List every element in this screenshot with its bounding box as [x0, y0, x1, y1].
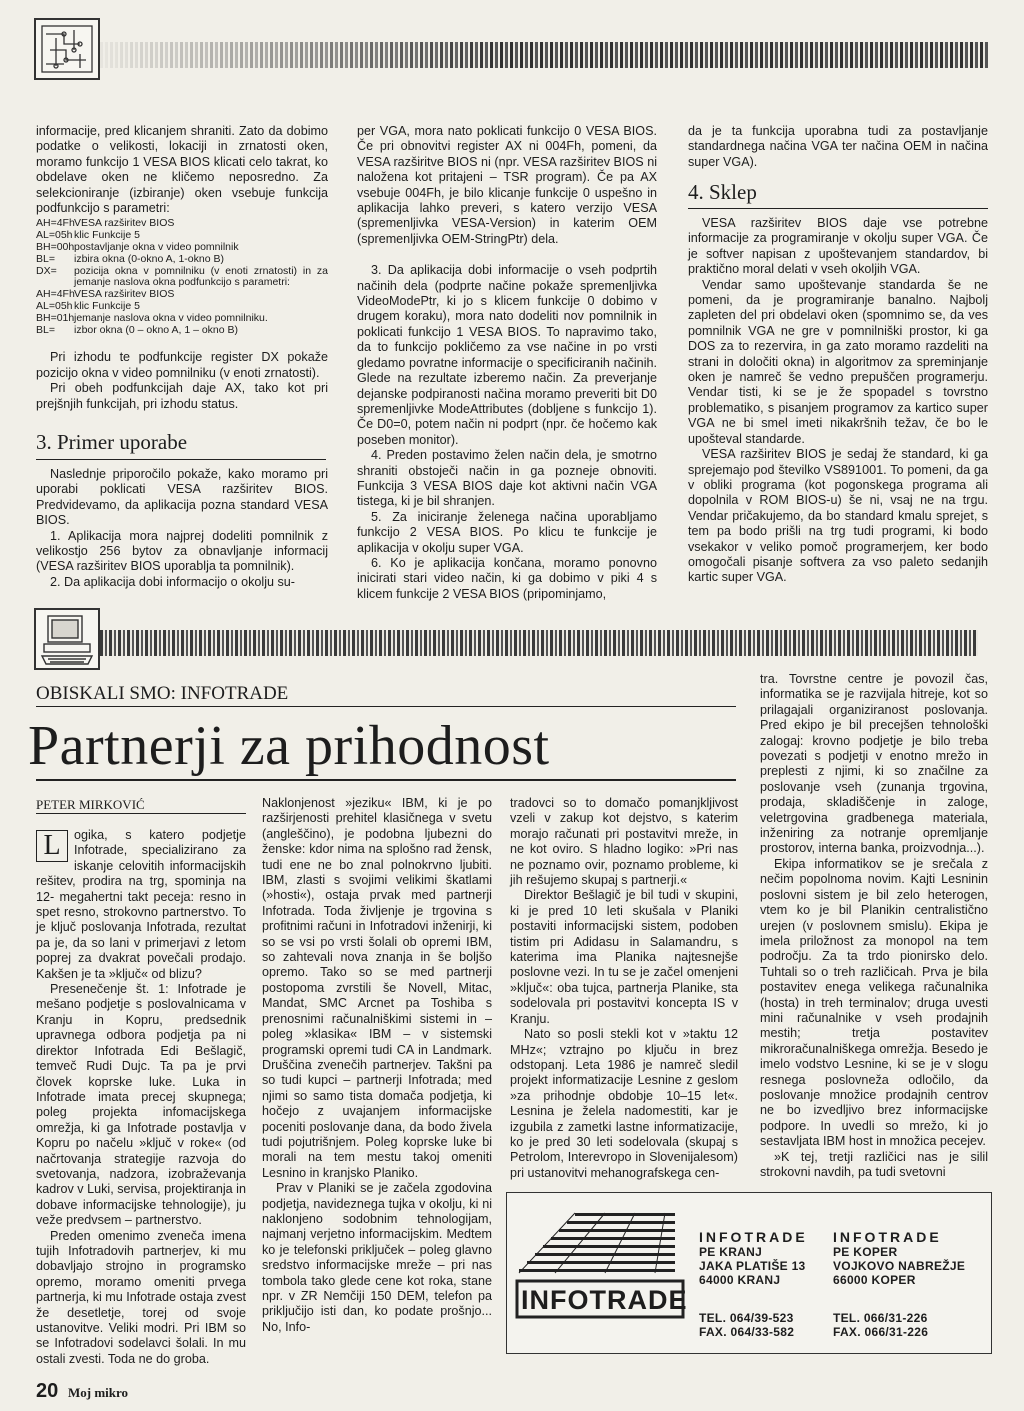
article-column-2 — [262, 796, 492, 1335]
top-column-2 — [357, 124, 657, 602]
paragraph: da je ta funkcija uporabna tudi za postavljanje standardnega načina VGA ter načina OEM in načina super VGA). — [688, 124, 988, 169]
computer-icon — [34, 608, 100, 670]
param-row: AL=05h klic Funkcije 5 — [36, 229, 140, 242]
headline: Partnerji za prihodnost — [28, 715, 550, 777]
param-row: DX= pozicija okna v pomnilniku (v enoti zrnatosti) in za jemanje naslova okna podfunkcijo s parametri: — [36, 264, 328, 289]
divider — [36, 779, 736, 781]
section-heading-4: 4. Sklep — [688, 180, 757, 204]
drop-cap: L — [36, 830, 68, 862]
kranj-address: INFOTRADE PE KRANJ JAKA PLATIŠE 13 64000 KRANJ TEL. 064/39-523 FAX. 064/33-582 — [699, 1229, 808, 1339]
paragraph: VESA razširitev BIOS je sedaj že standard, ki ga sprejemajo pod številko VS891001. To pomeni, da ga v obliki programa (kot pogonskega programa ali dopolnila v ROM BIOS-u) še ni, vsaj ne na trgu. Vendar pričakujemo, da bo standard kmalu sprejet, s tem pa bodo prišli na trg tudi programi, ki bodo vsekakor v veliko pomoč programerjem, ker bodo omogočali pisanje softvera za vso paleto sedanjih kartic super VGA. — [688, 447, 988, 585]
section-heading-3: 3. Primer uporabe — [36, 430, 188, 454]
paragraph: 4. Preden postavimo želen način dela, je smotrno shraniti obstoječi način in ga pozneje obnoviti. Funkcija 3 VESA BIOS daje kot aktivni način VGA tistega, ki je bil shranjen. — [357, 448, 657, 509]
top-column-1b — [36, 467, 328, 590]
paragraph: informacije, pred klicanjem shraniti. Zato da dobimo podatke o velikosti, lokaciji in zrnatosti oken, moramo funkcijo 1 VESA BIOS klicati celo takrat, ko obdelave oken ne kličemo neposredno. Za selekcioniranje (izbiranje) oken vsebuje funkcija podfunkcijo s parametri: — [36, 124, 328, 216]
divider — [36, 459, 326, 460]
param-row: BL= izbor okna (0 – okno A, 1 – okno B) — [36, 323, 239, 336]
paragraph: Pri izhodu te podfunkcije register DX pokaže pozicijo okna v video pomnilniku (v enoti zrnatosti). — [36, 350, 328, 380]
paragraph: 2. Da aplikacija dobi informacijo o okolju su- — [50, 574, 296, 589]
paragraph: Pri obeh podfunkcijah daje AX, tako kot pri prejšnjih funkcijah, pri izhodu status. — [36, 381, 328, 411]
paragraph: Direktor Bešlagič je bil tudi v skupini, ki je pred 10 leti skušala v Planiki postaviti informacijski sistem, podoben tistim pri Adidasu in Salamandru, s katerima ima Planika najtesnejše poslovne vezi. In tu se je začel omenjeni »ključ«: oba tujca, partnerja Planike, sta sodelovala pri postavitvi koncepta IS v Kranju. — [510, 888, 738, 1026]
divider — [36, 813, 246, 814]
paragraph: Presenečenje št. 1: Infotrade je mešano podjetje s poslovalnicama v Kranju in Kopru, predsednik upravnega odbora podjetja pa ni direktor Infotrada Edi Bešlagič, temveč Rudi Dujc. Ta pa je prvi človek koprske luke. Luka in Infotrade imata precej skupnega; poleg projekta infomacijskega omrežja, ki ga Infotrade postavlja v Kopru po načelu »ključ v roke« (od načrtovanja strategije razvoja do svetovanja, nadzora, izobraževanja kadrov v Luki, servisa, projektiranja in dobave informacijske tehnologije), ju veže predvsem – partnerstvo. — [36, 982, 246, 1228]
paragraph: per VGA, mora nato poklicati funkcijo 0 VESA BIOS. Če pri obnovitvi register AX ni 004Fh, pomeni, da VESA razširitve BIOS ni (npr. VESA razširitev BIOS ni naložena kot pritajeni – TSR program). Če pa AX vsebuje 004Fh, je bilo klicanje funkcije 0 uspešno in aplikacija lahko preveri, s katero verzijo VESA (spremenljivka VESA-Version) in katerim OEM (spremenljivka OEM-StringPtr) dela. — [357, 124, 657, 246]
top-column-1 — [36, 124, 328, 412]
paragraph: Vendar samo upoštevanje standarda še ne pomeni, da je programiranje banalno. Najbolj zapleten del pri obdelavi oken (spomnimo se, da ves pomnilnik VGA ne gre v pomnilniški prostor, ki ga DOS za to rezervira, in ga zato moramo razdeliti na strani in določiti okna) in algoritmov za spreminjanje oken je namreč še vedno prepuščen programerju. Vendar tisti, ki se je že spopadel s tovrstno problematiko, s pisanjem programov za kartico super VGA ne bi smel imeti nikakršnih težav, če bo le upošteval standarde. — [688, 277, 988, 446]
paragraph: tradovci so to domačo pomanjkljivost vzeli v zakup kot dejstvo, s katerim morajo računati pri postavitvi mreže, in ne kot oviro. S hladno logiko: »Pri nas ne poznamo ovir, poznamo probleme, ki jih rešujemo skupaj s partnerji.« — [510, 796, 738, 888]
paragraph: »K tej, tretji različici nas je silil strokovni navdih, pa tudi svetovni — [760, 1149, 988, 1179]
param-row: BH=01h jemanje naslova okna v video pomnilniku. — [36, 311, 268, 324]
param-row: BH=00h postavljanje okna v video pomnilnik — [36, 241, 239, 254]
paragraph: Ekipa informatikov se je srečala z nečim popolnoma novim. Kajti Lesninin poslovni sistem je bil zelo heterogen, vtem ko je bil Planikin centralistično urejen (v poslovnem smislu). Ekipa je imela priložnost za monopol na tem področju. Za ta trdo pionirsko delo. Tuhtali so o treh različicah. Prva je bila postavitev enega velikega računalnika (hosta) in treh terminalov; druga uvesti mini računalnike v vseh prodajnih mestih; tretja postavitev mikroračunalniškega omrežja. Besedo je imelo vodstvo Lesnine, ki se je v slogu resnega poslovneža odločilo, da poslovanje množice prodajnih centrov ne bo izvedljivo brez informacijske podpore. In uvedli so mrežo, ki jo sestavljata IBM host in množica pecejev. — [760, 856, 988, 1149]
paragraph: Prav v Planiki se je začela zgodovina podjetja, navideznega tujka v okolju, ki ni naklonjeno sodobnim tehnologijam, najmanj verjetno informacijskim. Medtem ko je telefonski priključek – poleg glavno sredstvo informacijske mreže – pri nas tombola tako glede cene kot roka, stane npr. v ZR Nemčiji 150 DEM, telefon pa priključijo isti dan, ko podate prošnjo... No, Info- — [262, 1181, 492, 1334]
paragraph: L ogika, s katero podjetje Infotrade, specializirano za iskanje celovitih informacijskih rešitev, prodira na trg, spominja na 12- megahertni takt peceja: resno in spet resno, strokovno partnerstvo. To je ključ poslovanja Infotrada, rezultat pa je, da so lani v primerjavi z letom poprej za dvakrat povečali prodajo. Kakšen je ta »ključ« od blizu? — [36, 828, 246, 981]
logo-text: INFOTRADE — [521, 1285, 688, 1315]
section-label: OBISKALI SMO: INFOTRADE — [36, 683, 289, 704]
paragraph: 1. Aplikacija mora najprej dodeliti pomnilnik z velikostjo 256 bytov za obnavljanje informacij (VESA razširitev BIOS uporablja ta pomnilnik). — [36, 528, 328, 574]
divider — [36, 706, 736, 707]
koper-address: INFOTRADE PE KOPER VOJKOVO NABREŽJE 66000 KOPER TEL. 066/31-226 FAX. 066/31-226 — [833, 1229, 966, 1339]
magazine-name: Moj mikro — [68, 1385, 129, 1400]
top-column-3 — [688, 124, 988, 170]
page-number: 20 — [36, 1380, 59, 1402]
circuit-board-icon — [34, 18, 100, 80]
divider — [688, 208, 988, 209]
article-stripe — [100, 630, 978, 656]
paragraph: Naklonjenost »jeziku« IBM, ki je po razširjenosti prehitel klasičnega v svetu (angleščino), je podobna ljubezni do ženske: kdor nima na splošno rad žensk, tudi ene ne bo znal polnokrvno ljubiti. IBM, zlasti s svojimi velikimi škatlami (»hosti«), ostaja prvak med partnerji Infotrada. Toda življenje je trgovina s profitnimi računi in Infotradovi inženirji, ki so se vsi po vrsti šolali ob opremi IBM, so zahtevali nova znanja in še boljšo opremo. Tako so se med partnerji postopoma zvrstili še Novell, Mitac, Mandat, SMC Arcnet pa Toshiba s prenosnimi računalniškimi sistemi in – poleg »klasika« IBM – v sistemski programski opremi tudi CA in Landmark. Druščina zvenečih partnerjev. Takšni pa so tudi kupci – partnerji Infotrada; med njimi so samo tista domača podjetja, ki hočejo z uvajanjem informacijske poceniti poslovanje dana, da bodo živela tudi pojutrišnjem. Poleg koprske luke bi morali na tem mestu takoj omeniti Lesnino in kranjsko Planiko. — [262, 796, 492, 1180]
paragraph: Nato so posli stekli kot v »taktu 12 MHz«; vztrajno po ključu in brez odstopanj. Leta 1986 je namreč sledil projekt informatizacije Lesnine z geslom »za prihodnje obdobje 10–15 let«. Lesnina je želela nadomestiti, kar je izgubila z zametki lastne informatizacije, ko je pred 30 leti sodelovala (skupaj s Petrolom, Interevropo in Slovenijalesom) pri ustanovitvi mehanografskega cen- — [510, 1027, 738, 1180]
header-stripe — [100, 42, 990, 68]
paragraph: tra. Tovrstne centre je povozil čas, informatika se je razvijala hitreje, kot so prilagajali organiziranost poslovanja. Pred ekipo je bil precejšen tehnološki zalogaj: krovno podjetje je bilo treba povezati s podjetji v enotno mrežo in preplesti z njimi, ki so značilne za poslovanje vseh (zunanja trgovina, prodaja, skladiščenje in zaloge, veletrgovina gradbenega materiala, inženiring za notranje opremljanje prostorov, interna banka, proizvodnja...). — [760, 672, 988, 856]
paragraph: 6. Ko je aplikacija končana, moramo ponovno inicirati stari video način, ki ga dobimo v piki 4 s klicem funkcije 2 VESA BIOS (pripominjamo, — [357, 555, 657, 601]
article-column-4 — [760, 672, 988, 1180]
paragraph: 5. Za iniciranje želenega načina uporabljamo funkcijo 2 VESA BIOS. Po klicu te funkcije je aplikacija v okolju super VGA. — [357, 509, 657, 555]
paragraph: Naslednje priporočilo pokaže, kako moramo pri uporabi poklicati VESA razširitev BIOS. Predvidevamo, da aplikacija pozna standard VESA BIOS. — [36, 467, 328, 528]
infotrade-logo — [515, 1203, 688, 1339]
param-row: AH=4Fh VESA razširitev BIOS — [36, 288, 175, 301]
article-column-3 — [510, 796, 738, 1181]
author: PETER MIRKOVIĆ — [36, 797, 145, 812]
parameter-list — [36, 218, 328, 336]
article-column-1 — [36, 828, 246, 1367]
top-column-3b — [688, 216, 988, 586]
param-row: AL=05h klic Funkcije 5 — [36, 300, 140, 313]
paragraph: Preden omenimo zveneča imena tujih Infotradovih partnerjev, ki mu dobavljajo strojno in programsko opremo, moramo omeniti prvega partnerja, ki mu Infotrade ostaja zvest že desetletje, torej od svoje ustanovitve. Veliki modri. Pri IBM so se Infotradovi sodelavci šolali. In mu ostali zvesti. Toda ne do groba. — [36, 1228, 246, 1366]
infotrade-ad — [506, 1192, 992, 1354]
param-row: AH=4Fh VESA razširitev BIOS — [36, 217, 175, 230]
paragraph: VESA razširitev BIOS daje vse potrebne informacije za programiranje v okolju super VGA. Če je softver napisan z upoštevanjem standardov, bi praktično moral delati v vseh okoljih VGA. — [688, 216, 988, 277]
paragraph: 3. Da aplikacija dobi informacije o vseh podprtih načinih dela (podprte načine pokaže spremenljivka VideoModePtr, ki jo s klicem funkcije 0 dobimo v drugem koraku), mora nato dodeliti nov pomnilnik in poklicati funkcijo 1 VESA BIOS. To napravimo tako, da to funkcijo pokličemo za vse načine in po vrsti gledamo povratne informacije o specificiranih načinih. Glede na rezultate izberemo način. Za preverjanje dejanske podpiranosti načina moramo preveriti bit D0 spremenljivke ModeAttributes (dobljene s funkcijo 1). Če D0=0, potem način ni podprt (npr. če hočemo kak poseben monitor). — [357, 263, 657, 447]
param-row: BL= izbira okna (0-okno A, 1-okno B) — [36, 252, 224, 265]
